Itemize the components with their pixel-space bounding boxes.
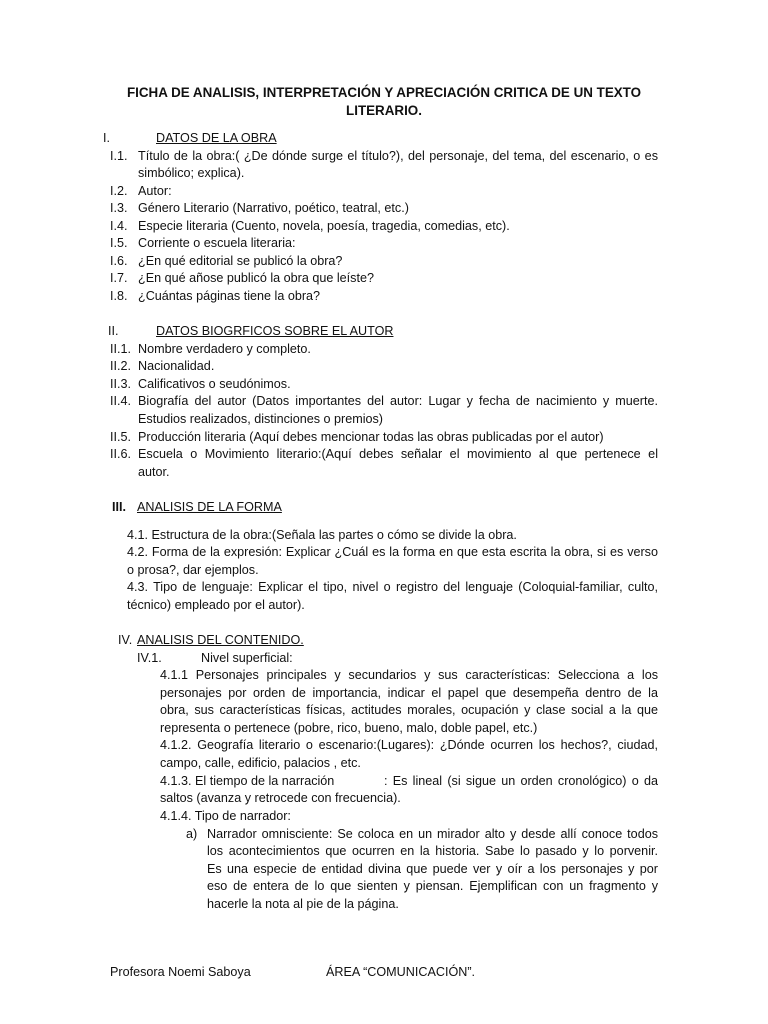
- paragraph-line: hacerle la nota al pie de la página.: [207, 897, 399, 911]
- item-number: II.6.: [110, 447, 131, 461]
- item-text: Especie literaria (Cuento, novela, poesía, tragedia, comedias, etc).: [138, 219, 510, 233]
- item-number: II.2.: [110, 359, 131, 373]
- item-number: I.7.: [110, 271, 128, 285]
- item-text: Estudios realizados, distinciones o premios): [138, 412, 383, 426]
- item-text: ¿En qué añose publicó la obra que leíste?: [138, 271, 374, 285]
- subsection-number: IV.1.: [137, 651, 162, 665]
- item-number: I.5.: [110, 236, 128, 250]
- item-number: I.2.: [110, 184, 128, 198]
- item-text: Nacionalidad.: [138, 359, 215, 373]
- item-text: simbólico; explica).: [138, 166, 245, 180]
- section-4-heading: ANALISIS DEL CONTENIDO.: [137, 633, 304, 647]
- paragraph-line: saltos (avanza y retrocede con frecuencia).: [160, 791, 401, 805]
- paragraph-line: 4.1.2. Geografía literario o escenario:(Lugares): ¿Dónde ocurren los hechos?, ciudad,: [160, 738, 658, 752]
- paragraph-line: los acontecimientos que ocurren en la historia. Sabe lo pasado y lo porvenir.: [207, 844, 658, 858]
- item-text: Título de la obra:( ¿De dónde surge el título?), del personaje, del tema, del escenario, o es: [138, 149, 658, 163]
- item-text: autor.: [138, 465, 170, 479]
- paragraph-line: : Es lineal (si sigue un orden cronológico) o da: [384, 774, 658, 788]
- item-text: Biografía del autor (Datos importantes del autor: Lugar y fecha de nacimiento y muerte.: [138, 394, 658, 408]
- subsection-heading: Nivel superficial:: [201, 651, 293, 665]
- document-title: FICHA DE ANALISIS, INTERPRETACIÓN Y APRECIACIÓN CRITICA DE UN TEXTO LITERARIO.: [126, 85, 642, 118]
- paragraph-line: Es una especie de entidad divina que puede ver y oír a los personajes y por: [207, 862, 658, 876]
- paragraph-line: eso de entera de lo que sienten y piensan. Ejemplifican con un fragmento y: [207, 879, 658, 893]
- item-number: II.4.: [110, 394, 131, 408]
- item-text: Producción literaria (Aquí debes mencionar todas las obras publicadas por el autor): [138, 430, 604, 444]
- list-marker: a): [186, 827, 198, 841]
- item-text: Género Literario (Narrativo, poético, teatral, etc.): [138, 201, 409, 215]
- list-item: 4.3. Tipo de lenguaje: Explicar el tipo, nivel o registro del lenguaje (Coloquial-familiar, culto,: [127, 580, 658, 594]
- section-3-heading: ANALISIS DE LA FORMA: [137, 500, 282, 514]
- item-text: Corriente o escuela literaria:: [138, 236, 296, 250]
- item-text: ¿En qué editorial se publicó la obra?: [138, 254, 343, 268]
- paragraph-line: 4.1.4. Tipo de narrador:: [160, 809, 291, 823]
- list-item: o prosa?, dar ejemplos.: [127, 563, 259, 577]
- item-number: I.4.: [110, 219, 128, 233]
- item-text: Calificativos o seudónimos.: [138, 377, 291, 391]
- paragraph-line: obra, sus características físicas, actitudes morales, ocupación y clase social a la que: [160, 703, 658, 717]
- footer-area: ÁREA “COMUNICACIÓN”.: [326, 965, 476, 979]
- item-text: ¿Cuántas páginas tiene la obra?: [138, 289, 321, 303]
- list-item: 4.1. Estructura de la obra:(Señala las partes o cómo se divide la obra.: [127, 528, 517, 542]
- section-1-number: I.: [103, 131, 110, 145]
- item-number: II.5.: [110, 430, 131, 444]
- section-1-heading: DATOS DE LA OBRA: [156, 131, 277, 145]
- item-text: Escuela o Movimiento literario:(Aquí debes señalar el movimiento al que pertenece el: [138, 447, 658, 461]
- item-text: Nombre verdadero y completo.: [138, 342, 311, 356]
- list-item: 4.2. Forma de la expresión: Explicar ¿Cuál es la forma en que esta escrita la obra, si es verso: [127, 545, 658, 559]
- footer-author: Profesora Noemi Saboya: [110, 965, 251, 979]
- section-3-number: III.: [112, 500, 126, 514]
- paragraph-line: representa o pertenece (pobre, rico, bueno, malo, doble papel, etc.): [160, 721, 538, 735]
- paragraph-line: Narrador omnisciente: Se coloca en un mirador alto y desde allí conoce todos: [207, 827, 658, 841]
- section-2-heading: DATOS BIOGRFICOS SOBRE EL AUTOR: [156, 324, 394, 338]
- paragraph-line: 4.1.3. El tiempo de la narración: [160, 774, 335, 788]
- item-number: I.1.: [110, 149, 128, 163]
- item-number: II.3.: [110, 377, 131, 391]
- item-number: I.3.: [110, 201, 128, 215]
- paragraph-line: personajes por orden de importancia, indicar el papel que desempeña dentro de la: [160, 686, 658, 700]
- item-text: Autor:: [138, 184, 172, 198]
- section-4-number: IV.: [118, 633, 133, 647]
- paragraph-line: campo, calle, edificio, palacios , etc.: [160, 756, 361, 770]
- list-item: técnico) empleado por el autor).: [127, 598, 305, 612]
- paragraph-line: 4.1.1 Personajes principales y secundarios y sus características: Selecciona a los: [160, 668, 658, 682]
- item-number: I.6.: [110, 254, 128, 268]
- item-number: I.8.: [110, 289, 128, 303]
- item-number: II.1.: [110, 342, 131, 356]
- section-2-number: II.: [108, 324, 119, 338]
